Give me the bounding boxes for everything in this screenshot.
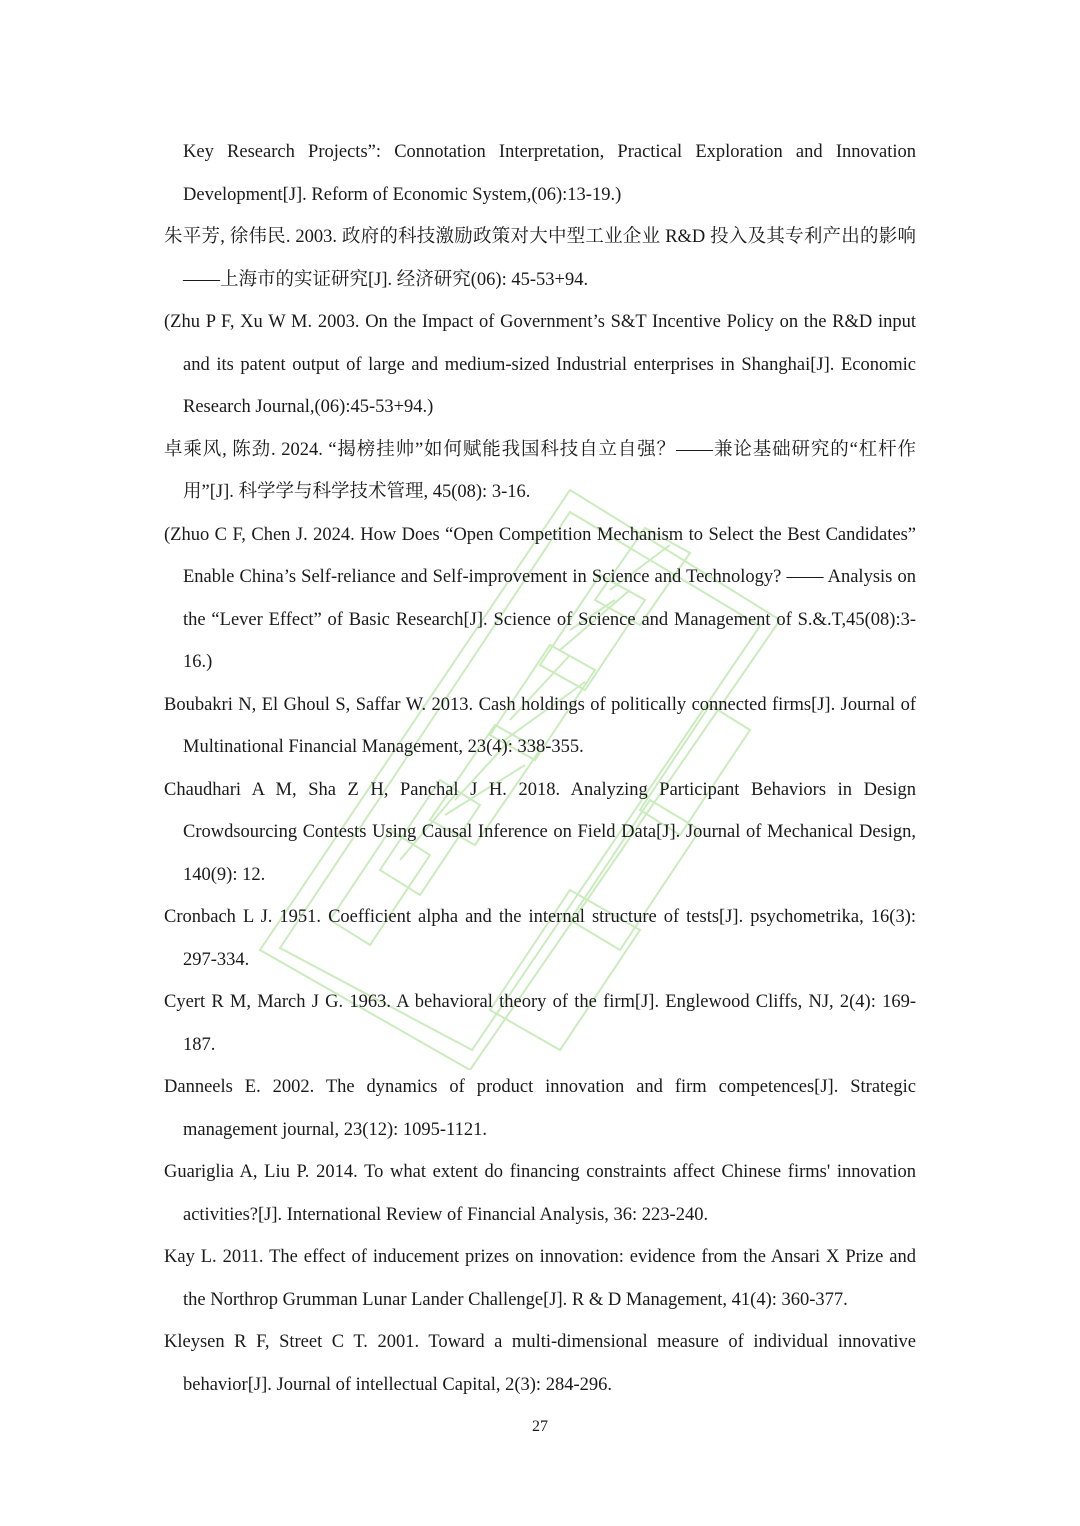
reference-entry: Chaudhari A M, Sha Z H, Panchal J H. 2018. Analyzing Participant Behaviors in Design Crowdsourcing Contests Using Causal Inference on Field Data[J]. Journal of Mechanical Design, 140(9): 12.: [164, 779, 916, 885]
reference-entry: (Zhu P F, Xu W M. 2003. On the Impact of Government’s S&T Incentive Policy on the R&D input and its patent output of large and medium-sized Industrial enterprises in Shanghai[J]. Economic Research Journal,(06):45-53+94.): [164, 312, 916, 417]
reference-entry: Boubakri N, El Ghoul S, Saffar W. 2013. Cash holdings of politically connected firms[J]. Journal of Multinational Financial Management, 23(4): 338-355.: [164, 694, 916, 757]
reference-entry: Kleysen R F, Street C T. 2001. Toward a multi-dimensional measure of individual innovative behavior[J]. Journal of intellectual Capital, 2(3): 284-296.: [164, 1332, 916, 1395]
reference-entry: (Zhuo C F, Chen J. 2024. How Does “Open Competition Mechanism to Select the Best Candidates” Enable China’s Self-reliance and Self-improvement in Science and Technology? —— Analysis on the “Lever Effect” of Basic Research[J]. Science of Science and Management of S.&.T,45(08):3-16.): [164, 524, 916, 672]
reference-entry: Danneels E. 2002. The dynamics of product innovation and firm competences[J]. Strategic management journal, 23(12): 1095-1121.: [164, 1077, 916, 1140]
reference-entry: 朱平芳, 徐伟民. 2003. 政府的科技激励政策对大中型工业企业 R&D 投入及其专利产出的影响——上海市的实证研究[J]. 经济研究(06): 45-53+94.: [164, 227, 916, 290]
reference-entry-continuation: Key Research Projects”: Connotation Interpretation, Practical Exploration and Innovation Development[J]. Reform of Economic System,(06):13-19.): [183, 142, 916, 205]
reference-entry: 卓乘风, 陈劲. 2024. “揭榜挂帅”如何赋能我国科技自立自强？——兼论基础研究的“杠杆作用”[J]. 科学学与科学技术管理, 45(08): 3-16.: [164, 439, 916, 502]
reference-list: [164, 131, 916, 1406]
reference-entry: Cyert R M, March J G. 1963. A behavioral theory of the firm[J]. Englewood Cliffs, NJ, 2(4): 169-187.: [164, 992, 916, 1055]
reference-entry: Guariglia A, Liu P. 2014. To what extent do financing constraints affect Chinese firms' innovation activities?[J]. International Review of Financial Analysis, 36: 223-240.: [164, 1162, 916, 1225]
reference-entry: Kay L. 2011. The effect of inducement prizes on innovation: evidence from the Ansari X Prize and the Northrop Grumman Lunar Lander Challenge[J]. R & D Management, 41(4): 360-377.: [164, 1247, 916, 1310]
reference-entry: Cronbach L J. 1951. Coefficient alpha and the internal structure of tests[J]. psychometrika, 16(3): 297-334.: [164, 907, 916, 970]
page-number: 27: [532, 1418, 548, 1435]
